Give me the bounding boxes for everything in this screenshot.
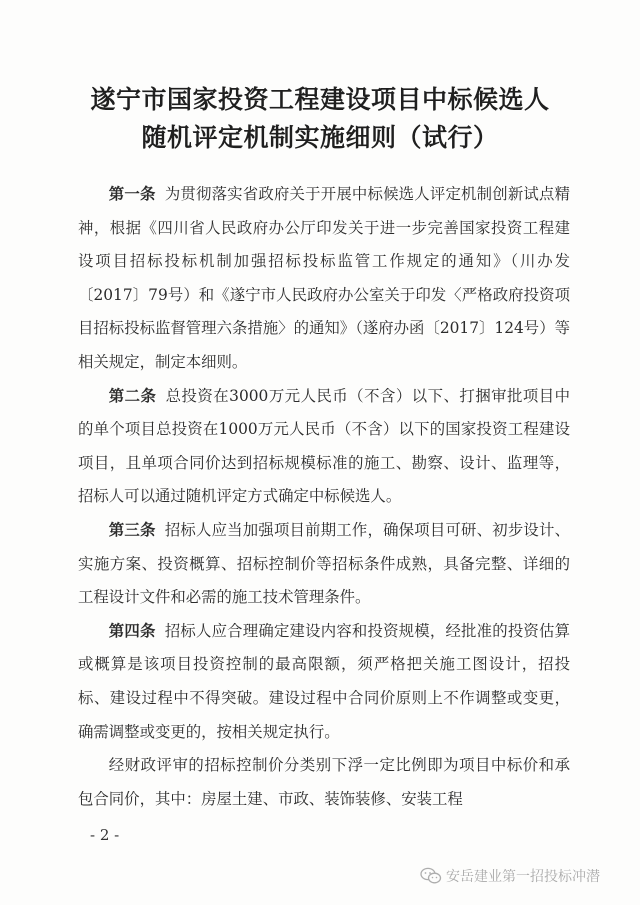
document-title-line1: 遂宁市国家投资工程建设项目中标候选人 xyxy=(90,85,550,114)
article-text: 经财政评审的招标控制价分类别下浮一定比例即为项目中标价和承包合同价，其中：房屋土建、市政、装饰装修、安装工程 xyxy=(78,756,570,808)
watermark-text: 安岳建业第一招投标冲潜 xyxy=(446,869,600,885)
article-paragraph xyxy=(78,178,570,380)
article-heading: 第四条 xyxy=(108,621,156,640)
article-heading: 第三条 xyxy=(108,520,156,539)
article-text: 招标人应当加强项目前期工作，确保项目可研、初步设计、实施方案、投资概算、招标控制价等招标条件成熟，具备完整、详细的工程设计文件和必需的施工技术管理条件。 xyxy=(78,520,570,607)
article-paragraph xyxy=(78,380,570,514)
article-paragraph xyxy=(78,514,570,615)
article-text: 招标人应合理确定建设内容和投资规模，经批准的投资估算或概算是该项目投资控制的最高限额，须严格把关施工图设计，招投标、建设过程中不得突破。建设过程中合同价原则上不作调整或变更，确需调整或变更的，按相关规定执行。 xyxy=(78,621,570,741)
article-text: 为贯彻落实省政府关于开展中标候选人评定机制创新试点精神，根据《四川省人民政府办公厅印发关于进一步完善国家投资工程建设项目招标投标机制加强招标投标监管工作规定的通知》（川办发〔2017〕79号）和《遂宁市人民政府办公室关于印发〈严格政府投资项目招标投标监督管理六条措施〉的通知》（遂府办函〔2017〕124号）等相关规定，制定本细则。 xyxy=(78,185,570,371)
watermark xyxy=(420,866,600,886)
article-paragraph xyxy=(78,615,570,749)
wechat-icon xyxy=(420,867,442,885)
article-text: 总投资在3000万元人民币（不含）以下、打捆审批项目中的单个项目总投资在1000万元人民币（不含）以下的国家投资工程建设项目，且单项合同价达到招标规模标准的施工、勘察、设计、监理等，招标人可以通过随机评定方式确定中标候选人。 xyxy=(78,386,570,506)
page-number: - 2 - xyxy=(90,826,120,844)
article-heading: 第一条 xyxy=(108,185,156,203)
article-heading: 第二条 xyxy=(108,386,157,405)
article-paragraph xyxy=(78,749,570,816)
document-body xyxy=(78,178,570,816)
document-title-line2: 随机评定机制实施细则（试行） xyxy=(141,123,499,152)
